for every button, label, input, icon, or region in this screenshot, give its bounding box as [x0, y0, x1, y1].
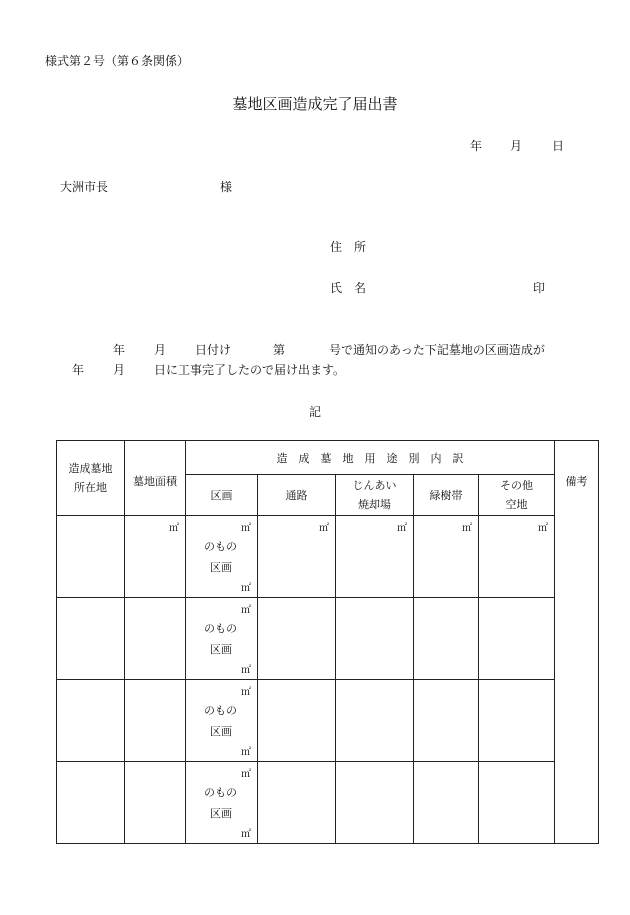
area-cell[interactable]: [125, 762, 186, 844]
nomono-label: のもの: [204, 786, 237, 799]
header-location-line1: 造成墓地: [68, 462, 113, 475]
tsuro-cell[interactable]: [258, 762, 336, 844]
location-cell[interactable]: [57, 598, 125, 680]
body-number-prefix: 第: [273, 343, 286, 357]
header-breakdown: 造 成 墓 地 用 途 別 内 訳: [186, 441, 555, 475]
unit-label: ㎡: [241, 665, 251, 676]
nomono-label: のもの: [204, 704, 237, 717]
sub-header-sonota-line2: 空地: [505, 498, 528, 511]
body-number-suffix: 号で通知のあった下記墓地の区画造成が: [329, 343, 545, 357]
area-cell[interactable]: [125, 598, 186, 680]
kukaku-cell[interactable]: [186, 680, 258, 762]
address-label: 住 所: [330, 240, 367, 254]
header-area-text: 墓地面積: [133, 475, 177, 488]
header-location: [57, 441, 125, 516]
body-year: 年: [113, 343, 126, 357]
body-year-2: 年: [72, 363, 85, 377]
date-year: 年: [470, 139, 483, 153]
unit-label: ㎡: [241, 605, 251, 616]
sub-header-jinai: [336, 475, 414, 516]
addressee: 大洲市長: [60, 180, 109, 194]
ki-heading: 記: [308, 405, 321, 419]
header-remarks-text: 備考: [565, 475, 588, 488]
body-completion: 日に工事完了したので届け出ます。: [154, 363, 346, 377]
sonota-cell[interactable]: [479, 680, 555, 762]
sub-header-sonota: [479, 475, 555, 516]
sub-header-jinai-line1: じんあい: [352, 479, 397, 492]
kukaku-cell[interactable]: [186, 598, 258, 680]
unit-label: ㎡: [241, 747, 251, 758]
kukaku-cell[interactable]: [186, 762, 258, 844]
sonota-cell[interactable]: [479, 516, 555, 598]
date-day: 日: [552, 139, 565, 153]
unit-label: ㎡: [538, 523, 549, 534]
unit-label: ㎡: [319, 523, 329, 534]
ryokuju-cell[interactable]: [414, 598, 479, 680]
ryokuju-cell[interactable]: [414, 680, 479, 762]
header-remarks: [555, 441, 599, 844]
jinai-cell[interactable]: [336, 516, 414, 598]
sonota-cell[interactable]: [479, 762, 555, 844]
table-row: [57, 680, 599, 762]
unit-label: ㎡: [397, 523, 407, 534]
table-row: [57, 516, 599, 598]
sub-header-tsuro: 通路: [258, 475, 336, 516]
location-cell[interactable]: [57, 516, 125, 598]
tsuro-cell[interactable]: [258, 598, 336, 680]
area-cell[interactable]: [125, 680, 186, 762]
tsuro-cell[interactable]: [258, 516, 336, 598]
body-month: 月: [154, 343, 167, 357]
location-cell[interactable]: [57, 680, 125, 762]
sonota-cell[interactable]: [479, 598, 555, 680]
unit-label: ㎡: [241, 829, 251, 840]
honorific: 様: [220, 180, 233, 194]
kukaku-label: 区画: [210, 643, 232, 656]
unit-label: ㎡: [241, 687, 251, 698]
jinai-cell[interactable]: [336, 598, 414, 680]
ryokuju-cell[interactable]: [414, 516, 479, 598]
location-cell[interactable]: [57, 762, 125, 844]
body-dated: 日付け: [195, 343, 232, 357]
header-location-line2: 所在地: [74, 481, 107, 494]
body-month-2: 月: [113, 363, 126, 377]
nomono-label: のもの: [204, 622, 237, 635]
name-label: 氏 名: [330, 281, 367, 295]
header-area: [125, 441, 186, 516]
sub-header-sonota-line1: その他: [500, 479, 534, 492]
unit-label: ㎡: [241, 523, 251, 534]
unit-label: ㎡: [241, 769, 251, 780]
table-row: [57, 598, 599, 680]
kukaku-label: 区画: [210, 561, 232, 574]
sub-header-jinai-line2: 焼却場: [358, 498, 391, 511]
jinai-cell[interactable]: [336, 680, 414, 762]
date-month: 月: [510, 139, 523, 153]
form-number: 様式第２号（第６条関係）: [45, 54, 190, 68]
ryokuju-cell[interactable]: [414, 762, 479, 844]
cemetery-table: [56, 440, 599, 844]
sub-header-kukaku: 区画: [186, 475, 258, 516]
unit-label: ㎡: [169, 523, 179, 534]
sub-header-ryokuju: 緑樹帯: [414, 475, 479, 516]
unit-label: ㎡: [462, 523, 472, 534]
kukaku-label: 区画: [210, 807, 232, 820]
table-row: [57, 762, 599, 844]
jinai-cell[interactable]: [336, 762, 414, 844]
nomono-label: のもの: [204, 540, 237, 553]
unit-label: ㎡: [241, 583, 251, 594]
seal-mark: 印: [533, 281, 546, 295]
tsuro-cell[interactable]: [258, 680, 336, 762]
area-cell[interactable]: [125, 516, 186, 598]
page-title: 墓地区画造成完了届出書: [232, 95, 398, 113]
kukaku-cell[interactable]: [186, 516, 258, 598]
kukaku-label: 区画: [210, 725, 232, 738]
